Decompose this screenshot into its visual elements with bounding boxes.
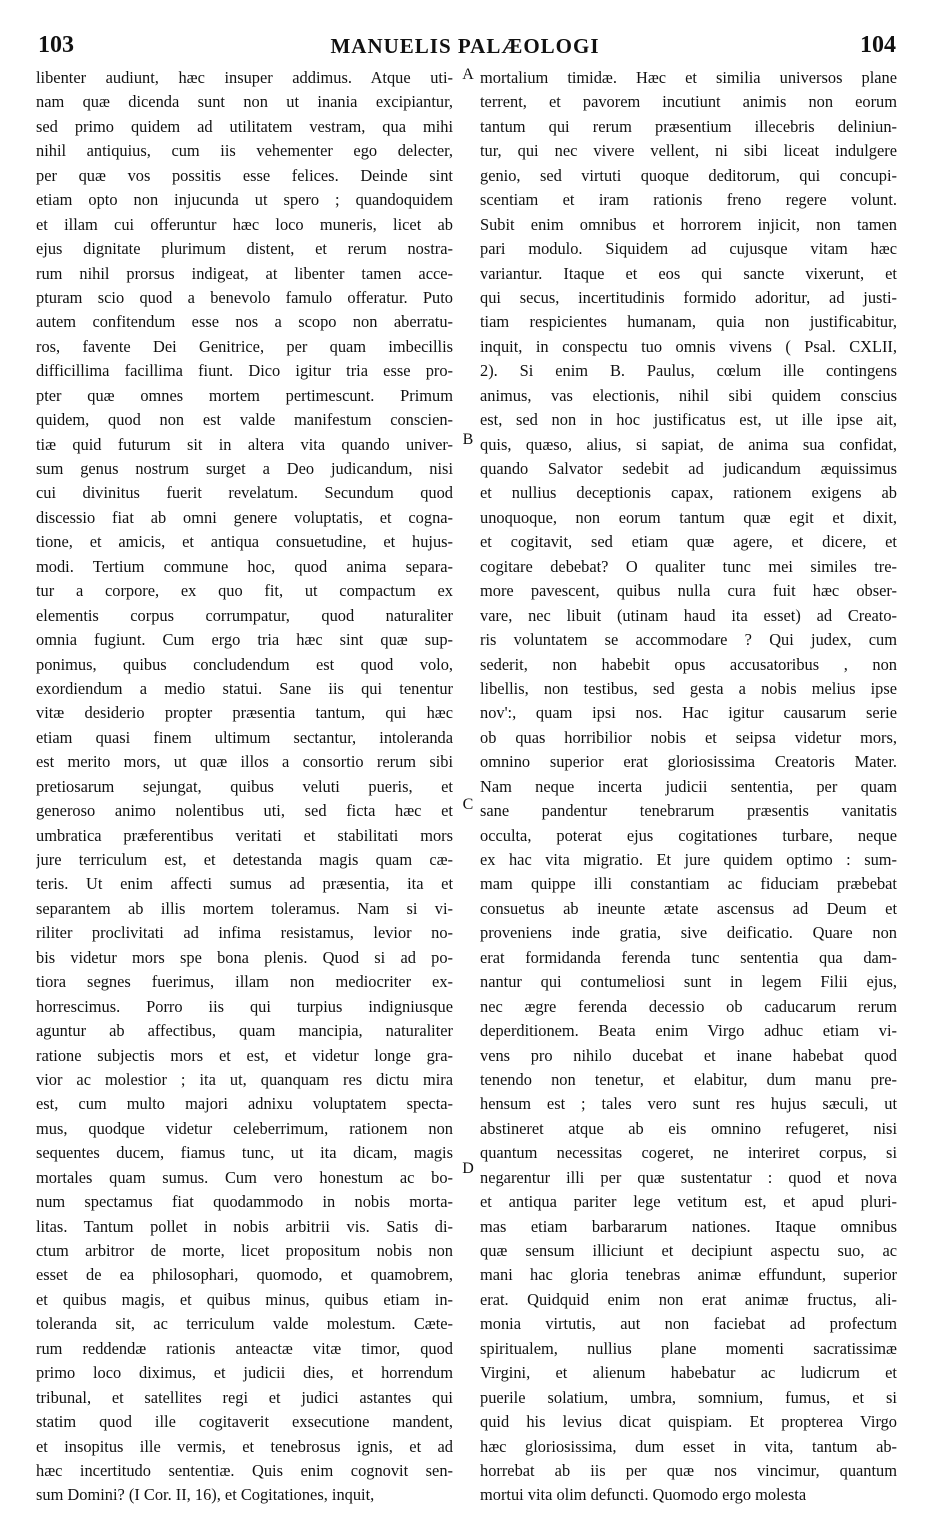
text-line: et cogitavit, sed etiam quæ agere, et dicere, et — [480, 532, 897, 552]
text-line: pturam scio quod a benevolo famulo offeratur. Puto — [36, 287, 453, 307]
text-line: modi. Tertium commune hoc, quod anima separa- — [36, 556, 453, 576]
text-line: jure terriculum est, et detestanda magis quam cæ- — [36, 850, 453, 869]
text-line: vitæ desiderio propter præsentia tantum, qui hæc — [36, 703, 453, 723]
text-line: puerile solatium, umbra, somnium, fumus, et si — [480, 1387, 897, 1407]
text-line: cui divinitus fuerit revelatum. Secundum quod — [36, 483, 453, 503]
text-line: quantum necessitas cogeret, ne interiret corpus, si — [480, 1143, 897, 1163]
text-line: vens pro nihilo ducebat et inane habebat quod — [480, 1045, 897, 1065]
text-line: difficillima facillima fiunt. Dico igitur tria esse pro- — [36, 361, 453, 381]
text-line: riliter proclivitati ad infima resistamus, levior no- — [36, 923, 453, 943]
text-line: qui secus, incertitudinis formido adoritur, ad justi- — [480, 287, 897, 307]
text-line: est, sed non in hoc justificatus est, ut ille ipse ait, — [480, 410, 897, 430]
right-column — [480, 66, 897, 1536]
page-number-left: 103 — [38, 32, 74, 58]
text-line: bis videtur mors spe bona plenis. Quod si ad po- — [36, 947, 453, 967]
text-line: esset de ea philosophari, quomodo, et quamobrem, — [36, 1265, 453, 1285]
text-line: ros, favente Dei Genitrice, per quam imbecillis — [36, 336, 453, 356]
text-line: primo loco diximus, et judicii dies, et horrendum — [36, 1363, 453, 1383]
text-line: erat. Quidquid enim non erat animæ fructus, ali- — [480, 1289, 897, 1309]
text-line: horrescimus. Porro iis qui turpius indigniusque — [36, 996, 453, 1016]
text-line: tenendo non tenetur, et elabitur, dum manu pre- — [480, 1069, 897, 1089]
running-head: MANUELIS PALÆOLOGI — [330, 34, 600, 58]
text-line: tantum qui rerum præsentium illecebris deliniun- — [480, 116, 897, 136]
text-line: nihil antiquius, cum iis vehementer ego delecter, — [36, 141, 453, 161]
text-line: hæc gloriosissima, dum esset in vita, tantum ab- — [480, 1436, 897, 1456]
text-line: animus, vas electionis, nihil sibi quidem conscius — [480, 385, 897, 405]
text-line: est merito mors, ut quæ illos a consortio rerum sibi — [36, 752, 453, 772]
margin-marker-d: D — [462, 1160, 474, 1177]
text-line: proveniens inde gratia, sive deificatio. Quare non — [480, 923, 897, 943]
text-line: spiritualem, nullius plane momenti sacratissimæ — [480, 1338, 897, 1358]
text-line: quidem, quod non est valde manifestum conscien- — [36, 410, 453, 430]
text-line: pretiosarum sejungat, quibus veluti pueris, et — [36, 776, 453, 796]
text-line: Nam neque incerta judicii sententia, per quam — [480, 776, 897, 796]
text-line: rum reddendæ rationis anteactæ vitæ timor, quod — [36, 1338, 453, 1358]
text-line: ob quas horribilior nobis et seipsa videtur mors, — [480, 727, 897, 747]
text-line: separantem ab illis mortem toleramus. Nam si vi- — [36, 898, 453, 918]
text-line: terrent, et pavorem incutiunt animis non eorum — [480, 92, 897, 112]
text-line: ratione subjectis mors et est, et videtur longe gra- — [36, 1045, 453, 1065]
text-line: et illam cui offeruntur hæc loco muneris, licet ab — [36, 214, 453, 234]
text-line: erat formidanda ferenda tunc sententia qua dam- — [480, 947, 897, 967]
text-line: negarentur illi per quæ sustentatur : quod et nova — [480, 1167, 897, 1187]
text-line: more pavescent, quibus nulla cura fuit hæc obser- — [480, 581, 897, 601]
text-line: tribunal, et satellites regi et judici astantes qui — [36, 1387, 453, 1407]
text-line: rum nihil prorsus indigeat, at libenter tamen acce- — [36, 263, 453, 283]
text-line: nantur qui contumeliosi sunt in legem Filii ejus, — [480, 972, 897, 992]
text-line: aguntur ab affectibus, quam mancipia, naturaliter — [36, 1021, 453, 1041]
text-line: mortalium timidæ. Hæc et similia universos plane — [480, 68, 897, 87]
text-line: omnia fugiunt. Cum ergo tria hæc sint quæ sup- — [36, 630, 453, 650]
text-line: 2). Si enim B. Paulus, cœlum ille contingens — [480, 361, 897, 381]
text-line: discessio fiat ab omni genere voluptatis, et cogna- — [36, 507, 453, 527]
text-line: per quæ vos possitis esse felices. Deinde sint — [36, 165, 453, 185]
text-line: et nullius deceptionis capax, rationem exigens ab — [480, 483, 897, 503]
text-line: occulta, poterat ejus cogitationes turbare, neque — [480, 825, 897, 845]
text-line: litas. Tantum pollet in nobis arbitrii vis. Satis di- — [36, 1216, 453, 1236]
text-line: exordiendum a medio statui. Sane iis qui tenentur — [36, 678, 453, 698]
text-line: sum genus nostrum surget a Deo judicandum, nisi — [36, 459, 453, 478]
text-line: tiora segnes fuerimus, illam non mediocriter ex- — [36, 972, 453, 992]
text-line: etiam opto non injucunda ut spero ; quandoquidem — [36, 190, 453, 210]
text-line: statim quod ille cogitaverit exsecutione mandent, — [36, 1412, 453, 1432]
text-line: elementis corpus corrumpatur, quod naturaliter — [36, 605, 453, 625]
text-line: deperditionem. Beata enim Virgo adhuc etiam vi- — [480, 1021, 897, 1041]
text-line: tiam respicientes humanam, quia non justificabitur, — [480, 312, 897, 332]
text-line: consuetus ab ineunte ætate ascensus ad Deum et — [480, 898, 897, 918]
text-line: sane pandentur tenebrarum præsentis vanitatis — [480, 801, 897, 821]
text-line: pari modulo. Siquidem ad cujusque vitam hæc — [480, 239, 897, 259]
text-line: ctum arbitror de morte, licet propositum nobis non — [36, 1241, 453, 1260]
text-line: teris. Ut enim affecti sumus ad præsentia, ita et — [36, 874, 453, 894]
text-line: generoso animo nolentibus uti, sed ficta hæc et — [36, 801, 453, 821]
text-line: mam quippe illi constantiam ac fiduciam præbebat — [480, 874, 897, 894]
text-line: et antiqua pariter lege vetitum est, et apud pluri- — [480, 1192, 897, 1212]
text-line: horrebat ab iis per quæ nos vincimur, quantum — [480, 1460, 897, 1480]
text-line: vare, nec libuit (utinam haud ita esset) ad Creato- — [480, 605, 897, 625]
margin-marker-b: B — [462, 431, 474, 448]
text-line: sed primo quidem ad utilitatem vestram, qua mihi — [36, 116, 453, 136]
text-line: sum Domini? (I Cor. II, 16), et Cogitationes, inquit, — [36, 1485, 375, 1505]
text-line: variantur. Itaque et eos qui sancte vixerunt, et — [480, 263, 897, 283]
text-line: Virgini, et alienum habebatur ac ludicrum et — [480, 1363, 897, 1383]
text-line: sequentes ducem, fiamus tunc, ut ita dicam, magis — [36, 1143, 453, 1163]
text-line: unoquoque, non eorum tantum quæ egit et dixit, — [480, 507, 897, 527]
page-header — [30, 32, 900, 64]
text-line: num spectamus fiat quodammodo in nobis morta- — [36, 1192, 453, 1212]
text-line: omnino superior erat gloriosissima Creatoris Mater. — [480, 752, 897, 772]
text-line: est, cum multo majori adnixu voluptatem specta- — [36, 1094, 453, 1114]
text-line: mortales quam sumus. Cum vero honestum ac bo- — [36, 1167, 453, 1187]
text-line: quæ sensum illiciunt et decipiunt aspectu suo, ac — [480, 1241, 897, 1260]
text-line: cogitare debebat? O qualiter tunc mei similes tre- — [480, 556, 897, 576]
text-line: toleranda sit, ac terriculum valde molestum. Cæte- — [36, 1314, 453, 1334]
text-line: mas etiam barbararum nationes. Itaque omnibus — [480, 1216, 897, 1236]
text-line: ex hac vita migratio. Et jure quidem optimo : sum- — [480, 850, 897, 869]
text-line: quando Salvator sedebit ad judicandum æquissimus — [480, 459, 897, 478]
text-line: etiam quasi finem ultimum sectantur, intoleranda — [36, 727, 453, 747]
text-line: genio, sed virtuti quoque deditorum, qui concupi- — [480, 165, 897, 185]
text-line: nov':, quam ipsi nos. Hac igitur causarum serie — [480, 703, 897, 723]
text-line: mani hac gloria tenebras animæ effundunt, superior — [480, 1265, 897, 1285]
text-line: Subit enim omnibus et horrorem injicit, non tamen — [480, 214, 897, 234]
text-line: tur, qui nec vivere vellent, ni sibi liceat indulgere — [480, 141, 897, 161]
text-line: nec ægre ferenda decessio ob caducarum rerum — [480, 996, 897, 1016]
text-line: scentiam et iram rationis freno regere volunt. — [480, 190, 897, 210]
text-line: quid his levius dicat quispiam. Et propterea Virgo — [480, 1412, 897, 1432]
text-line: inquit, in conspectu tuo omnis vivens ( Psal. CXLII, — [480, 336, 897, 356]
text-line: mus, quodque videtur celeberrimum, rationem non — [36, 1118, 453, 1138]
text-line: et insopitus ille vermis, et tenebrosus ignis, et ad — [36, 1436, 453, 1456]
text-line: ris voluntatem se accommodare ? Qui judex, cum — [480, 630, 897, 650]
text-line: tiæ quid futurum sit in altera vita quando univer- — [36, 434, 453, 454]
text-line: libellis, non testibus, sed gesta a nobis melius ipse — [480, 678, 897, 698]
text-line: quis, quæso, alius, si sapiat, de anima sua confidat, — [480, 434, 897, 454]
text-line: autem confitendum esse nos a scopo non aberratu- — [36, 312, 453, 332]
text-line: ponimus, quibus concludendum est quod volo, — [36, 654, 453, 674]
text-line: hæc incertitudo sententiæ. Quis enim cognovit sen- — [36, 1460, 453, 1480]
text-line: umbratica præferentibus veritati et stabilitati mors — [36, 825, 453, 845]
text-line: hensum est ; tales vero sunt res hujus sæculi, ut — [480, 1094, 897, 1114]
text-line: sederit, non habebit opus accusatoribus , non — [480, 654, 897, 674]
text-line: ejus dignitate plurimum distent, et rerum nostra- — [36, 239, 453, 259]
page-number-right: 104 — [860, 32, 896, 58]
text-line: mortui vita olim defuncti. Quomodo ergo molesta — [480, 1485, 807, 1505]
text-line: nam quæ dicenda sunt non ut inania excipiantur, — [36, 92, 453, 112]
text-line: abstineret atque ab eis omnino refugeret, nisi — [480, 1118, 897, 1138]
left-column — [36, 66, 453, 1536]
text-line: tione, et amicis, et antiqua consuetudine, et hujus- — [36, 532, 453, 552]
text-line: monia virtutis, aut non faciebat ad profectum — [480, 1314, 897, 1334]
margin-marker-a: A — [462, 66, 474, 83]
text-line: vior ac molestior ; ita ut, quanquam res dictu mira — [36, 1069, 453, 1089]
text-line: et quibus magis, et quibus minus, quibus etiam in- — [36, 1289, 453, 1309]
text-line: pter quæ omnes mortem pertimescunt. Primum — [36, 385, 453, 405]
margin-marker-c: C — [462, 796, 474, 813]
text-line: libenter audiunt, hæc insuper addimus. Atque uti- — [36, 68, 453, 87]
text-line: tur a corpore, ex quo fit, ut compactum ex — [36, 581, 453, 601]
